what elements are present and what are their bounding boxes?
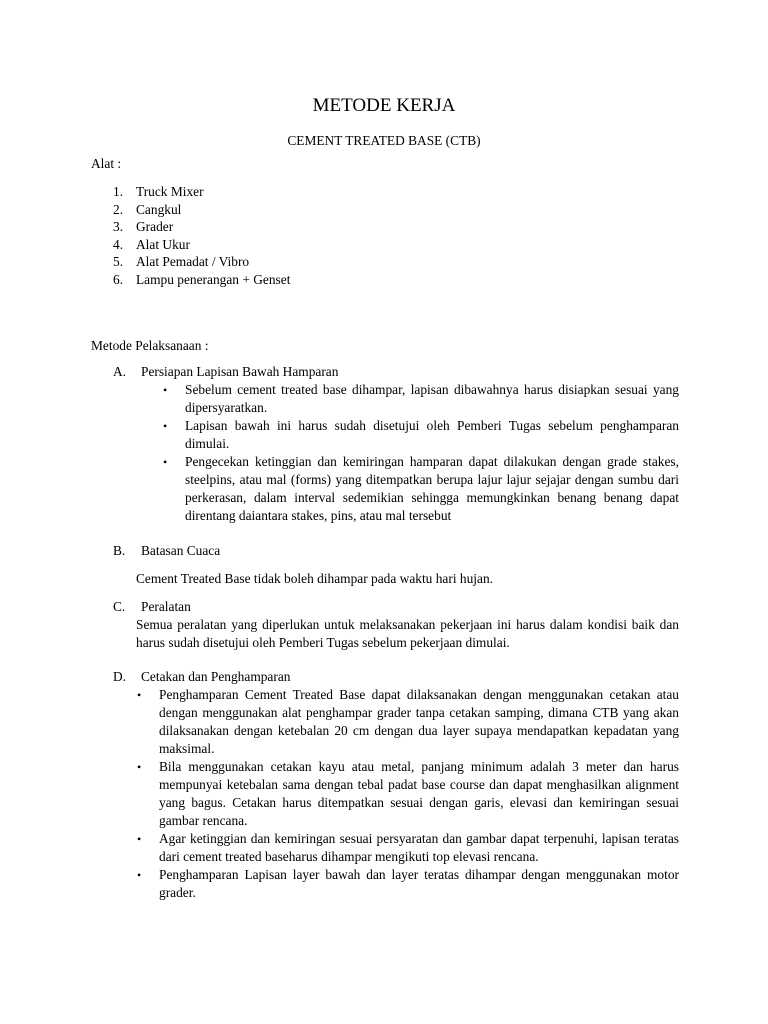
list-item-text: Lapisan bawah ini harus sudah disetujui oleh Pemberi Tugas sebelum penghamparan dimulai. (185, 418, 679, 451)
tool-text: Alat Pemadat / Vibro (136, 254, 250, 270)
list-item-text: Sebelum cement treated base dihampar, lapisan dibawahnya harus disiapkan sesuai yang dipersyaratkan. (185, 382, 679, 415)
tool-text: Lampu penerangan + Genset (136, 271, 291, 287)
section-heading (113, 668, 679, 686)
tool-number: 3. (113, 219, 124, 235)
list-item (137, 830, 679, 866)
list-item-text: Bila menggunakan cetakan kayu atau metal, panjang minimum adalah 3 meter dan harus mempunyai ketebalan sama dengan tebal padat base course dan dapat menghasilkan alignment yang bagus. Cetakan harus ditempatkan sesuai dengan garis, elevasi dan kemiringan sesuai gambar rencana. (159, 759, 679, 828)
bullet-icon: • (163, 419, 168, 433)
section-a (113, 363, 679, 525)
tool-number: 6. (113, 271, 124, 287)
list-item (137, 866, 679, 902)
list-item (163, 417, 679, 453)
tool-text: Cangkul (136, 201, 182, 217)
section-paragraph: Semua peralatan yang diperlukan untuk melaksanakan pekerjaan ini harus dalam kondisi baik dan harus sudah disetujui oleh Pemberi Tugas sebelum pekerjaan dimulai. (136, 617, 679, 650)
method-label: Metode Pelaksanaan : (91, 338, 209, 353)
section-heading (113, 598, 679, 616)
bullet-icon: • (137, 688, 142, 702)
section-letter: A. (113, 364, 127, 379)
section-d (113, 668, 679, 902)
tool-item (113, 201, 290, 219)
tool-number: 4. (113, 236, 124, 252)
bullet-icon: • (163, 383, 168, 397)
section-title: Batasan Cuaca (141, 543, 221, 558)
list-item-text: Agar ketinggian dan kemiringan sesuai persyaratan dan gambar dapat terpenuhi, lapisan teratas dari cement treated baseharus dihampar mengikuti top elevasi rencana. (159, 831, 679, 864)
section-c (113, 598, 679, 652)
tool-number: 5. (113, 254, 124, 270)
tool-item (113, 183, 290, 201)
tool-number: 1. (113, 184, 124, 199)
bullet-list (137, 686, 679, 902)
section-paragraph: Cement Treated Base tidak boleh dihampar pada waktu hari hujan. (136, 571, 493, 586)
document-subtitle: CEMENT TREATED BASE (CTB) (287, 133, 481, 148)
bullet-icon: • (163, 455, 168, 469)
section-letter: B. (113, 543, 126, 558)
tool-number: 2. (113, 201, 124, 217)
list-item (163, 453, 679, 525)
tool-text: Grader (136, 219, 174, 235)
list-item (137, 758, 679, 830)
section-heading (113, 363, 679, 381)
list-item-text: Penghamparan Lapisan layer bawah dan layer teratas dihampar dengan menggunakan motor grader. (159, 867, 679, 900)
section-title: Cetakan dan Penghamparan (141, 669, 291, 684)
section-letter: D. (113, 669, 127, 684)
section-title: Persiapan Lapisan Bawah Hamparan (141, 364, 339, 379)
tool-item (113, 218, 290, 236)
bullet-icon: • (137, 868, 142, 882)
tool-item (113, 253, 290, 271)
tool-item (113, 236, 290, 254)
section-title: Peralatan (141, 599, 191, 614)
tools-list (113, 183, 290, 289)
document-title: METODE KERJA (312, 95, 456, 116)
section-b (113, 542, 679, 588)
section-heading (113, 542, 679, 560)
list-item-text: Pengecekan ketinggian dan kemiringan hamparan dapat dilakukan dengan grade stakes, steelpins, atau mal (forms) yang ditempatkan berupa lajur lajur sejajar dengan sumbu dari perkerasan, dalam interval sedemikian sehingga memungkinkan benang benang dapat direntang daiantara stakes, pins, atau mal tersebut (185, 454, 679, 523)
tool-item (113, 271, 290, 289)
list-item (163, 381, 679, 417)
list-item (137, 686, 679, 758)
bullet-icon: • (137, 832, 142, 846)
bullet-list (163, 381, 679, 525)
tool-text: Alat Ukur (136, 236, 190, 252)
bullet-icon: • (137, 760, 142, 774)
tool-text: Truck Mixer (136, 184, 204, 199)
tools-label: Alat : (91, 156, 122, 171)
list-item-text: Penghamparan Cement Treated Base dapat dilaksanakan dengan menggunakan cetakan atau dengan menggunakan alat penghampar grader tanpa cetakan samping, dimana CTB yang akan dilaksanakan dengan ketebalan 20 cm dengan dua layer supaya mendapatkan kepadatan yang maksimal. (159, 687, 679, 756)
section-letter: C. (113, 599, 126, 614)
